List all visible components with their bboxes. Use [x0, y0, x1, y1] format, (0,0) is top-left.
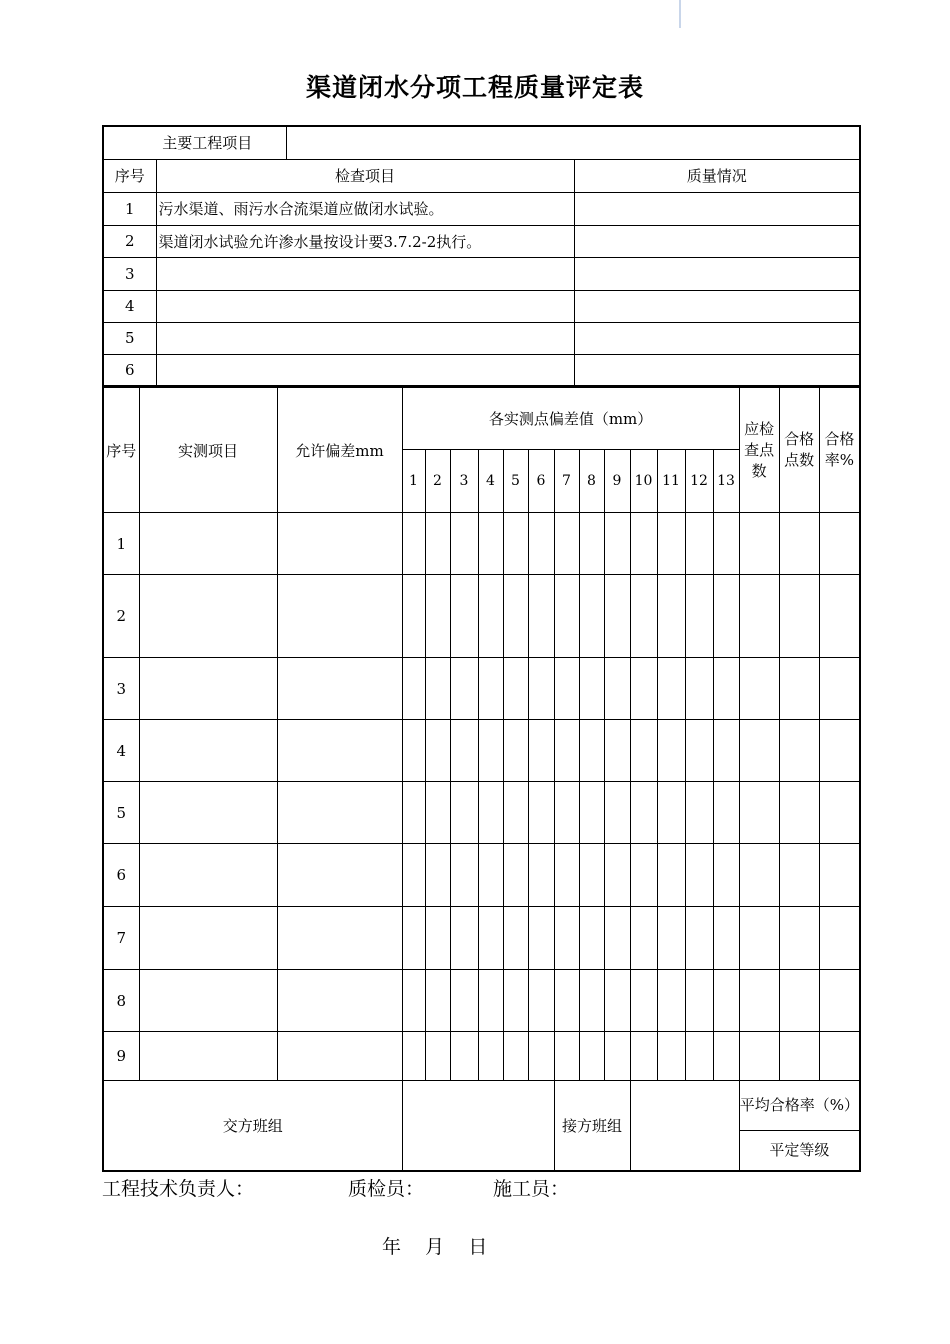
- measure-value-cell[interactable]: [739, 782, 779, 844]
- measure-value-cell[interactable]: [713, 970, 739, 1032]
- measure-seq: 6: [103, 844, 139, 907]
- point-header: 1: [402, 450, 425, 513]
- measure-value-cell[interactable]: [554, 1032, 579, 1081]
- measure-value-cell[interactable]: [450, 970, 478, 1032]
- inspection-quality[interactable]: [574, 322, 860, 354]
- measure-value-cell[interactable]: [657, 970, 685, 1032]
- measure-value-cell[interactable]: [528, 658, 554, 720]
- measure-value-cell[interactable]: [819, 970, 860, 1032]
- measure-value-cell[interactable]: [579, 513, 604, 575]
- measure-value-cell[interactable]: [685, 907, 713, 970]
- measure-value-cell[interactable]: [630, 844, 657, 907]
- measure-value-cell[interactable]: [630, 782, 657, 844]
- measure-value-cell[interactable]: [425, 575, 450, 658]
- measure-value-cell[interactable]: [779, 844, 819, 907]
- measure-value-cell[interactable]: [630, 970, 657, 1032]
- measure-value-cell[interactable]: [425, 782, 450, 844]
- inspection-seq: 5: [103, 322, 156, 354]
- inspection-item: 污水渠道、雨污水合流渠道应做闭水试验。: [156, 192, 574, 225]
- measure-value-cell[interactable]: [450, 658, 478, 720]
- measure-value-cell[interactable]: [402, 575, 425, 658]
- measure-value-cell[interactable]: [528, 970, 554, 1032]
- measure-header-qualified-rate: 合格率%: [819, 388, 860, 513]
- measure-value-cell[interactable]: [779, 658, 819, 720]
- measure-value-cell[interactable]: [425, 844, 450, 907]
- measure-value-cell[interactable]: [779, 907, 819, 970]
- rating-block: [739, 1081, 860, 1172]
- measure-allowed-cell[interactable]: [277, 907, 402, 970]
- measure-value-cell[interactable]: [450, 1032, 478, 1081]
- measure-value-cell[interactable]: [402, 720, 425, 782]
- measure-value-cell[interactable]: [713, 782, 739, 844]
- inspection-table: [102, 125, 861, 387]
- measure-value-cell[interactable]: [425, 1032, 450, 1081]
- measure-allowed-cell[interactable]: [277, 513, 402, 575]
- measure-value-cell[interactable]: [503, 970, 528, 1032]
- measure-value-cell[interactable]: [819, 782, 860, 844]
- measure-value-cell[interactable]: [450, 844, 478, 907]
- measurement-rows: [103, 513, 860, 1081]
- measure-seq: 1: [103, 513, 139, 575]
- measure-allowed-cell[interactable]: [277, 1032, 402, 1081]
- measure-row: [103, 575, 860, 658]
- measure-header-allowed: 允许偏差mm: [277, 388, 402, 513]
- measure-value-cell[interactable]: [425, 907, 450, 970]
- measure-item-cell[interactable]: [139, 658, 277, 720]
- measure-value-cell[interactable]: [579, 1032, 604, 1081]
- measure-allowed-cell[interactable]: [277, 575, 402, 658]
- measure-row: [103, 782, 860, 844]
- inspection-row: [103, 322, 860, 354]
- measure-value-cell[interactable]: [685, 658, 713, 720]
- point-header: 11: [657, 450, 685, 513]
- measurement-table: [102, 387, 861, 1172]
- measure-value-cell[interactable]: [604, 720, 630, 782]
- avg-rate-label: 平均合格率（%）: [740, 1081, 860, 1131]
- measure-value-cell[interactable]: [450, 720, 478, 782]
- inspection-row: [103, 257, 860, 290]
- inspection-item[interactable]: [156, 354, 574, 386]
- measure-value-cell[interactable]: [402, 970, 425, 1032]
- inspection-item: 渠道闭水试验允许渗水量按设计要3.7.2-2执行。: [156, 225, 574, 257]
- measure-value-cell[interactable]: [478, 658, 503, 720]
- inspection-header-seq: 序号: [103, 159, 156, 192]
- to-team-value[interactable]: [630, 1081, 739, 1172]
- measure-value-cell[interactable]: [713, 513, 739, 575]
- measure-value-cell[interactable]: [779, 970, 819, 1032]
- inspection-header-quality: 质量情况: [574, 159, 860, 192]
- measure-value-cell[interactable]: [713, 844, 739, 907]
- measure-value-cell[interactable]: [779, 1032, 819, 1081]
- measure-allowed-cell[interactable]: [277, 844, 402, 907]
- measure-value-cell[interactable]: [503, 575, 528, 658]
- measure-value-cell[interactable]: [685, 782, 713, 844]
- inspection-seq: 2: [103, 225, 156, 257]
- point-header: 13: [713, 450, 739, 513]
- inspection-quality[interactable]: [574, 257, 860, 290]
- inspection-seq: 4: [103, 290, 156, 322]
- measure-value-cell[interactable]: [604, 513, 630, 575]
- measure-value-cell[interactable]: [779, 513, 819, 575]
- measure-item-cell[interactable]: [139, 513, 277, 575]
- measure-value-cell[interactable]: [503, 658, 528, 720]
- measure-value-cell[interactable]: [739, 970, 779, 1032]
- measure-value-cell[interactable]: [819, 575, 860, 658]
- measure-row: [103, 720, 860, 782]
- inspection-quality[interactable]: [574, 192, 860, 225]
- measure-value-cell[interactable]: [630, 1032, 657, 1081]
- inspection-seq: 1: [103, 192, 156, 225]
- inspection-quality[interactable]: [574, 290, 860, 322]
- point-header: 3: [450, 450, 478, 513]
- measure-value-cell[interactable]: [528, 844, 554, 907]
- measure-value-cell[interactable]: [478, 720, 503, 782]
- measure-value-cell[interactable]: [528, 1032, 554, 1081]
- measure-value-cell[interactable]: [554, 907, 579, 970]
- measure-value-cell[interactable]: [503, 513, 528, 575]
- measure-value-cell[interactable]: [657, 844, 685, 907]
- measure-value-cell[interactable]: [630, 575, 657, 658]
- measure-value-cell[interactable]: [604, 970, 630, 1032]
- measure-seq: 7: [103, 907, 139, 970]
- measure-value-cell[interactable]: [685, 844, 713, 907]
- measure-value-cell[interactable]: [478, 513, 503, 575]
- measure-value-cell[interactable]: [554, 575, 579, 658]
- measure-value-cell[interactable]: [739, 907, 779, 970]
- measure-row: [103, 970, 860, 1032]
- measure-value-cell[interactable]: [657, 1032, 685, 1081]
- measure-value-cell[interactable]: [604, 1032, 630, 1081]
- measure-seq: 2: [103, 575, 139, 658]
- measure-value-cell[interactable]: [425, 970, 450, 1032]
- point-header: 2: [425, 450, 450, 513]
- measure-value-cell[interactable]: [685, 720, 713, 782]
- measure-header-should-check: 应检查点数: [739, 388, 779, 513]
- footer-date: 年 月 日: [382, 1236, 488, 1258]
- measure-value-cell[interactable]: [478, 782, 503, 844]
- measure-value-cell[interactable]: [402, 1032, 425, 1081]
- measure-value-cell[interactable]: [713, 1032, 739, 1081]
- measure-value-cell[interactable]: [450, 907, 478, 970]
- measure-header-qualified-points: 合格点数: [779, 388, 819, 513]
- measure-value-cell[interactable]: [554, 658, 579, 720]
- inspection-item[interactable]: [156, 322, 574, 354]
- measure-row: [103, 1032, 860, 1081]
- measure-value-cell[interactable]: [450, 513, 478, 575]
- to-team-label: 接方班组: [554, 1081, 630, 1172]
- page-margin-mark: [679, 0, 681, 28]
- measure-value-cell[interactable]: [685, 970, 713, 1032]
- measure-value-cell[interactable]: [685, 575, 713, 658]
- grade-label: 平定等级: [769, 1141, 830, 1159]
- measure-value-cell[interactable]: [604, 844, 630, 907]
- measure-value-cell[interactable]: [402, 513, 425, 575]
- point-header: 8: [579, 450, 604, 513]
- inspection-seq: 3: [103, 257, 156, 290]
- page-title: 渠道闭水分项工程质量评定表: [305, 73, 644, 102]
- footer-worker: 施工员：: [493, 1178, 570, 1200]
- inspection-row: [103, 192, 860, 225]
- measure-value-cell[interactable]: [528, 575, 554, 658]
- measure-value-cell[interactable]: [739, 513, 779, 575]
- measure-item-cell[interactable]: [139, 1032, 277, 1081]
- measure-item-cell[interactable]: [139, 970, 277, 1032]
- measure-value-cell[interactable]: [402, 658, 425, 720]
- measure-row: [103, 658, 860, 720]
- measure-value-cell[interactable]: [478, 970, 503, 1032]
- measure-row: [103, 513, 860, 575]
- measure-value-cell[interactable]: [604, 658, 630, 720]
- inspection-header-item: 检查项目: [156, 159, 574, 192]
- main-project-value[interactable]: [286, 126, 860, 159]
- measure-value-cell[interactable]: [713, 907, 739, 970]
- measure-value-cell[interactable]: [685, 513, 713, 575]
- measure-value-cell[interactable]: [503, 907, 528, 970]
- measure-value-cell[interactable]: [503, 1032, 528, 1081]
- measure-value-cell[interactable]: [657, 782, 685, 844]
- measure-value-cell[interactable]: [779, 720, 819, 782]
- measure-value-cell[interactable]: [528, 782, 554, 844]
- measure-value-cell[interactable]: [554, 844, 579, 907]
- point-header: 10: [630, 450, 657, 513]
- measure-value-cell[interactable]: [402, 782, 425, 844]
- inspection-row: [103, 290, 860, 322]
- measure-value-cell[interactable]: [604, 575, 630, 658]
- measure-value-cell[interactable]: [604, 782, 630, 844]
- measure-value-cell[interactable]: [819, 844, 860, 907]
- measure-value-cell[interactable]: [657, 513, 685, 575]
- inspection-quality[interactable]: [574, 354, 860, 386]
- measure-seq: 4: [103, 720, 139, 782]
- measure-value-cell[interactable]: [528, 513, 554, 575]
- main-project-label: 主要工程项目: [103, 126, 286, 159]
- measure-value-cell[interactable]: [779, 575, 819, 658]
- measure-item-cell[interactable]: [139, 782, 277, 844]
- inspection-item[interactable]: [156, 257, 574, 290]
- measure-value-cell[interactable]: [819, 1032, 860, 1081]
- measure-value-cell[interactable]: [579, 844, 604, 907]
- measure-value-cell[interactable]: [554, 720, 579, 782]
- measure-value-cell[interactable]: [657, 658, 685, 720]
- measure-value-cell[interactable]: [528, 720, 554, 782]
- measure-value-cell[interactable]: [713, 658, 739, 720]
- measure-item-cell[interactable]: [139, 907, 277, 970]
- measure-value-cell[interactable]: [554, 782, 579, 844]
- point-header: 4: [478, 450, 503, 513]
- measure-value-cell[interactable]: [630, 907, 657, 970]
- inspection-row: [103, 354, 860, 386]
- measure-seq: 8: [103, 970, 139, 1032]
- measure-value-cell[interactable]: [478, 907, 503, 970]
- measure-value-cell[interactable]: [478, 1032, 503, 1081]
- measure-value-cell[interactable]: [425, 513, 450, 575]
- measure-value-cell[interactable]: [657, 575, 685, 658]
- measure-seq: 3: [103, 658, 139, 720]
- measure-item-cell[interactable]: [139, 720, 277, 782]
- measure-value-cell[interactable]: [503, 720, 528, 782]
- measure-allowed-cell[interactable]: [277, 658, 402, 720]
- inspection-item[interactable]: [156, 290, 574, 322]
- measure-value-cell[interactable]: [779, 782, 819, 844]
- measure-value-cell[interactable]: [528, 907, 554, 970]
- measure-seq: 5: [103, 782, 139, 844]
- measure-header-deviation-group: 各实测点偏差值（mm）: [402, 388, 739, 450]
- measure-value-cell[interactable]: [739, 575, 779, 658]
- measure-value-cell[interactable]: [630, 513, 657, 575]
- measure-value-cell[interactable]: [604, 907, 630, 970]
- point-header: 12: [685, 450, 713, 513]
- measure-value-cell[interactable]: [425, 720, 450, 782]
- measure-value-cell[interactable]: [579, 575, 604, 658]
- from-team-label: 交方班组: [103, 1081, 402, 1172]
- measure-value-cell[interactable]: [630, 720, 657, 782]
- point-header: 6: [528, 450, 554, 513]
- measure-row: [103, 907, 860, 970]
- measure-value-cell[interactable]: [819, 907, 860, 970]
- measure-row: [103, 844, 860, 907]
- measure-value-cell[interactable]: [579, 658, 604, 720]
- measure-value-cell[interactable]: [630, 658, 657, 720]
- measure-value-cell[interactable]: [657, 720, 685, 782]
- measure-value-cell[interactable]: [478, 844, 503, 907]
- measure-value-cell[interactable]: [579, 720, 604, 782]
- measure-allowed-cell[interactable]: [277, 970, 402, 1032]
- measure-value-cell[interactable]: [685, 1032, 713, 1081]
- inspection-quality[interactable]: [574, 225, 860, 257]
- measure-header-seq: 序号: [103, 388, 139, 513]
- measure-value-cell[interactable]: [579, 782, 604, 844]
- measure-value-cell[interactable]: [739, 1032, 779, 1081]
- measure-value-cell[interactable]: [402, 844, 425, 907]
- measure-value-cell[interactable]: [425, 658, 450, 720]
- inspection-seq: 6: [103, 354, 156, 386]
- measure-value-cell[interactable]: [554, 513, 579, 575]
- footer-inspector: 质检员：: [348, 1178, 425, 1200]
- measure-value-cell[interactable]: [819, 513, 860, 575]
- measure-value-cell[interactable]: [503, 844, 528, 907]
- measure-item-cell[interactable]: [139, 575, 277, 658]
- measure-value-cell[interactable]: [713, 720, 739, 782]
- from-team-value[interactable]: [402, 1081, 554, 1172]
- measure-value-cell[interactable]: [819, 658, 860, 720]
- measure-value-cell[interactable]: [657, 907, 685, 970]
- measure-seq: 9: [103, 1032, 139, 1081]
- point-header: 7: [554, 450, 579, 513]
- measure-value-cell[interactable]: [450, 782, 478, 844]
- measure-value-cell[interactable]: [554, 970, 579, 1032]
- measure-allowed-cell[interactable]: [277, 782, 402, 844]
- point-header: 9: [604, 450, 630, 513]
- measure-value-cell[interactable]: [739, 844, 779, 907]
- measure-value-cell[interactable]: [739, 720, 779, 782]
- measure-value-cell[interactable]: [579, 970, 604, 1032]
- measure-value-cell[interactable]: [739, 658, 779, 720]
- inspection-row: [103, 225, 860, 257]
- measure-value-cell[interactable]: [450, 575, 478, 658]
- measure-value-cell[interactable]: [478, 575, 503, 658]
- measure-value-cell[interactable]: [819, 720, 860, 782]
- footer-tech-lead: 工程技术负责人：: [102, 1178, 255, 1200]
- measure-value-cell[interactable]: [503, 782, 528, 844]
- measure-item-cell[interactable]: [139, 844, 277, 907]
- measure-value-cell[interactable]: [402, 907, 425, 970]
- measure-value-cell[interactable]: [713, 575, 739, 658]
- measure-allowed-cell[interactable]: [277, 720, 402, 782]
- measure-value-cell[interactable]: [579, 907, 604, 970]
- measure-header-item: 实测项目: [139, 388, 277, 513]
- point-header: 5: [503, 450, 528, 513]
